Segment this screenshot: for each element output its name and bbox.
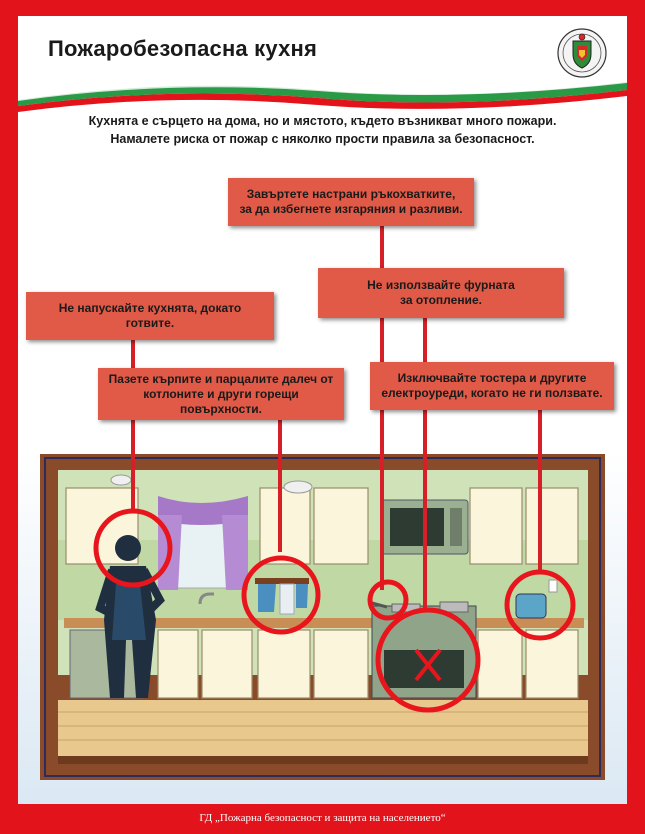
lower-cabinets [158,630,578,698]
footer-credit: ГД „Пожарна безопасност и защита на населението“ [199,812,446,824]
tip-line: повърхности. [180,401,262,416]
intro-line: Кухнята е сърцето на дома, но и мястото, където възникват много пожари. [88,114,557,128]
tip-box-handles [228,178,474,226]
kitchen-floor [58,700,588,756]
intro-line: Намалете риска от пожар с няколко прости правила за безопасност. [110,132,535,146]
tip-line: за отопление. [400,293,482,307]
power-outlet [549,580,557,592]
tip-box-toaster [370,362,614,410]
page-title: Пожаробезопасна кухня [48,36,318,61]
toaster [516,594,546,618]
ceiling-lamp [284,481,312,493]
tip-line: Не използвайте фурната [367,278,515,292]
tip-line: електроуреди, когато не ги ползвате. [381,386,603,400]
tip-line: готвите. [125,316,175,330]
tip-line: Завъртете настрани ръкохватките, [246,187,456,201]
tip-box-towels [98,368,344,420]
tip-line: котлоните и други горещи [143,386,299,401]
tip-box-oven [318,268,564,318]
tip-box-stay [26,292,274,340]
tip-line: Изключвайте тостера и другите [397,371,587,385]
tip-line: Пазете кърпите и парцалите далеч от [108,371,334,386]
tip-line: Не напускайте кухнята, докато [58,301,242,315]
towel [258,584,276,612]
tip-line: за да избегнете изгаряния и разливи. [239,202,463,216]
